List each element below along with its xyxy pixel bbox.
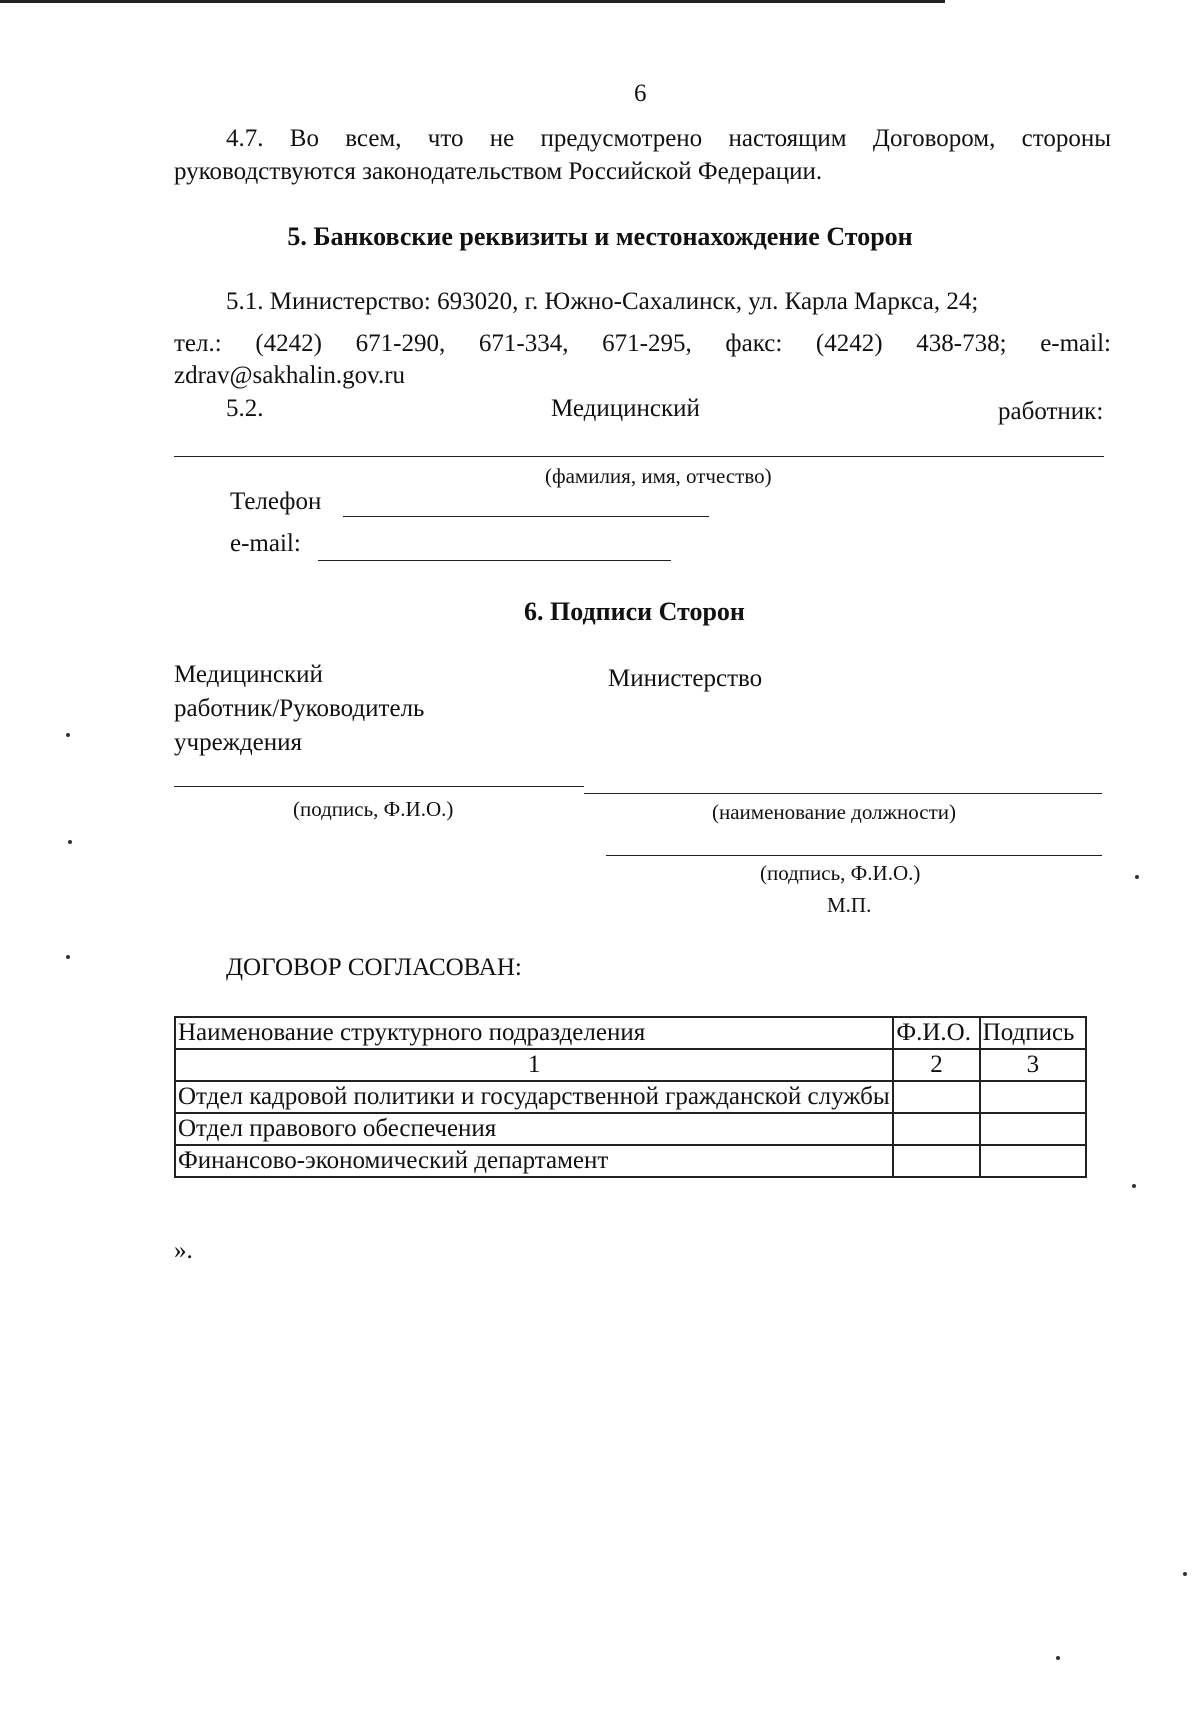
table-header-row	[175, 1017, 1086, 1049]
section-6-heading: 6. Подписи Сторон	[524, 597, 745, 626]
scan-speck	[66, 733, 70, 737]
fio-cell	[893, 1145, 979, 1177]
scan-speck	[68, 840, 72, 844]
signer-left-line-3: учреждения	[174, 729, 303, 756]
signer-left-line-2: работник/Руководитель	[174, 695, 425, 722]
scan-speck	[1135, 875, 1139, 879]
clause-4-7-line-1: 4.7. Во всем, что не предусмотрено настоящим Договором, стороны	[226, 125, 1111, 152]
worker-label-word-1: Медицинский	[551, 395, 700, 422]
table-row	[175, 1145, 1086, 1177]
column-number: 2	[893, 1049, 979, 1081]
column-number: 3	[980, 1049, 1086, 1081]
signature-cell	[980, 1113, 1086, 1145]
ministry-email: zdrav@sakhalin.gov.ru	[174, 362, 406, 389]
department-name: Финансово-экономический департамент	[175, 1145, 893, 1177]
position-caption: (наименование должности)	[712, 800, 957, 824]
ministry-address: 5.1. Министерство: 693020, г. Южно-Сахалинск, ул. Карла Маркса, 24;	[226, 288, 979, 315]
department-name: Отдел кадровой политики и государственной гражданской службы	[175, 1081, 893, 1113]
right-signature-caption: (подпись, Ф.И.О.)	[760, 861, 921, 885]
worker-clause-number: 5.2.	[226, 395, 264, 422]
signer-right-title: Министерство	[608, 665, 763, 692]
agreement-table	[174, 1016, 1087, 1178]
header-department: Наименование структурного подразделения	[175, 1017, 893, 1049]
scan-speck	[66, 955, 70, 959]
seal-mark: М.П.	[827, 893, 872, 917]
column-number: 1	[175, 1049, 893, 1081]
closing-quote: ».	[174, 1237, 193, 1264]
phone-label: Телефон	[230, 488, 322, 515]
scan-speck	[1132, 1184, 1136, 1188]
worker-name-line	[174, 456, 1104, 457]
header-signature: Подпись	[980, 1017, 1086, 1049]
worker-label-word-2: работник:	[998, 398, 1104, 425]
header-fio: Ф.И.О.	[893, 1017, 979, 1049]
phone-line	[343, 516, 709, 517]
email-line	[318, 560, 671, 561]
fio-cell	[893, 1113, 979, 1145]
fio-caption: (фамилия, имя, отчество)	[545, 464, 772, 488]
clause-4-7-line-2: руководствуются законодательством Российской Федерации.	[174, 158, 823, 185]
email-label: e-mail:	[230, 530, 301, 557]
left-signature-line	[174, 786, 584, 787]
page-number: 6	[634, 80, 647, 107]
signer-left-line-1: Медицинский	[174, 661, 323, 688]
section-5-heading: 5. Банковские реквизиты и местонахождение Сторон	[287, 222, 913, 251]
department-name: Отдел правового обеспечения	[175, 1113, 893, 1145]
table-row	[175, 1113, 1086, 1145]
agreed-title: ДОГОВОР СОГЛАСОВАН:	[226, 954, 522, 981]
table-row	[175, 1081, 1086, 1113]
ministry-phones: тел.: (4242) 671-290, 671-334, 671-295, факс: (4242) 438-738; e-mail:	[174, 330, 1111, 357]
left-signature-caption: (подпись, Ф.И.О.)	[293, 797, 454, 821]
right-signature-line	[606, 855, 1102, 856]
scan-top-edge	[0, 0, 945, 3]
signature-cell	[980, 1081, 1086, 1113]
fio-cell	[893, 1081, 979, 1113]
position-line	[584, 793, 1102, 794]
scan-speck	[1056, 1656, 1060, 1660]
scan-speck	[1183, 1572, 1187, 1576]
signature-cell	[980, 1145, 1086, 1177]
table-number-row	[175, 1049, 1086, 1081]
